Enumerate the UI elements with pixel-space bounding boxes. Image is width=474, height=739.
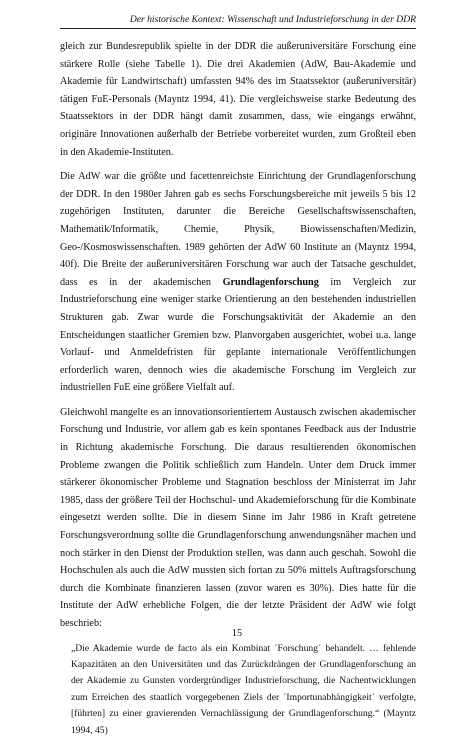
paragraph-2 bbox=[60, 168, 416, 397]
paragraph-2-text-before: Die AdW war die größte und facettenreichste Einrichtung der Grundlagenforschung der DDR. In den 1980er Jahren gab es sechs Forschungsbereiche mit jeweils 5 bis 12 zugehörigen Instituten, darunter die Bereiche Gesellschaftswissenschaften, Mathematik/Informatik, Chemie, Physik, Biowissenschaften/Medizin, Geo-/Kosmoswissenschaften. 1989 gehörten der AdW 60 Institute an (Mayntz 1994, 40f). Die Breite der außeruniversitären Forschung war auch der Tatsache geschuldet, dass es in der akademischen bbox=[60, 171, 416, 288]
page-number: 15 bbox=[231, 628, 243, 639]
paragraph-1: gleich zur Bundesrepublik spielte in der DDR die außeruniversitäre Forschung eine stärkere Rolle (siehe Tabelle 1). Die drei Akademien (AdW, Bau-Akademie und Akademie für Landwirtschaft) umfassten 94% des im Staatssektor (außeruniversitär) tätigen FuE-Personals (Mayntz 1994, 41). Die vergleichsweise starke Bedeutung des Staatssektors in der DDR hängt damit zusammen, dass, wie eingangs erwähnt, originäre Innovationen außerhalb der Betriebe vorbereitet wurden, zum Großteil eben in den Akademie-Instituten. bbox=[60, 41, 416, 158]
paragraph-2-bold-term: Grundlagenforschung bbox=[222, 276, 319, 288]
running-header: Der historische Kontext: Wissenschaft und Industrieforschung in der DDR bbox=[60, 14, 416, 29]
paragraph-3: Gleichwohl mangelte es an innovationsorientiertem Austausch zwischen akademischer Forschung und Industrie, vor allem gab es kein spontanes Feedback aus der Industrie in Richtung akademische Forschung. Die daraus resultierenden ökonomischen Probleme zwangen die Politik schließlich zum Handeln. Unter dem Druck immer stärkerer ökonomischer Probleme und Stagnation beschloss der Ministerrat im Jahr 1985, dass der größere Teil der Hochschul- und Akademieforschung für die Kombinate eingesetzt werden sollte. Die in diesem Sinne im Jahr 1986 in Kraft getretene Forschungsverordnung sollte die Grundlagenforschung anwendungsnäher machen und noch stärker in den Dienst der Produktion stellen, was dann auch geschah. Sowohl die Hochschulen als auch die AdW mussten sich fortan zu 50% mittels Auftragsforschung durch die Kombinate finanzieren lassen (zuvor waren es 30%). Dies hatte für die Institute der AdW erhebliche Folgen, die der letzte Präsident der AdW wie folgt beschrieb: bbox=[60, 406, 416, 629]
paragraph-2-text-after: im Vergleich zur Industrieforschung eine weniger starke Orientierung an den bestehenden industriellen Strukturen gab. Zwar wurde die Forschungsaktivität der Akademie an den Entscheidungen staatlicher Gremien bzw. Planvorgaben ausgerichtet, wobei u.a. lange Vorlauf- und Anmeldefristen für geplante internationale Veröffentlichungen erforderlich waren, dennoch wies die akademische Forschung im Vergleich zur industriellen FuE eine größere Vielfalt auf. bbox=[60, 276, 416, 394]
block-quote: „Die Akademie wurde de facto als ein Kombinat ´Forschung´ behandelt. … fehlende Kapazitäten an den Universitäten und das Zurückdrängen der Grundlagenforschung an der Akademie zu Gunsten vordergründiger Industrieforschung, die Nachentwicklungen zum Erreichen des staatlich vorgegebenen Ziels der ´Importunabhängigkeit´ verfolgte, [führten] zu einer gravierenden Vernachlässigung der Grundlagenforschung.“ (Mayntz 1994, 45) bbox=[71, 642, 416, 736]
